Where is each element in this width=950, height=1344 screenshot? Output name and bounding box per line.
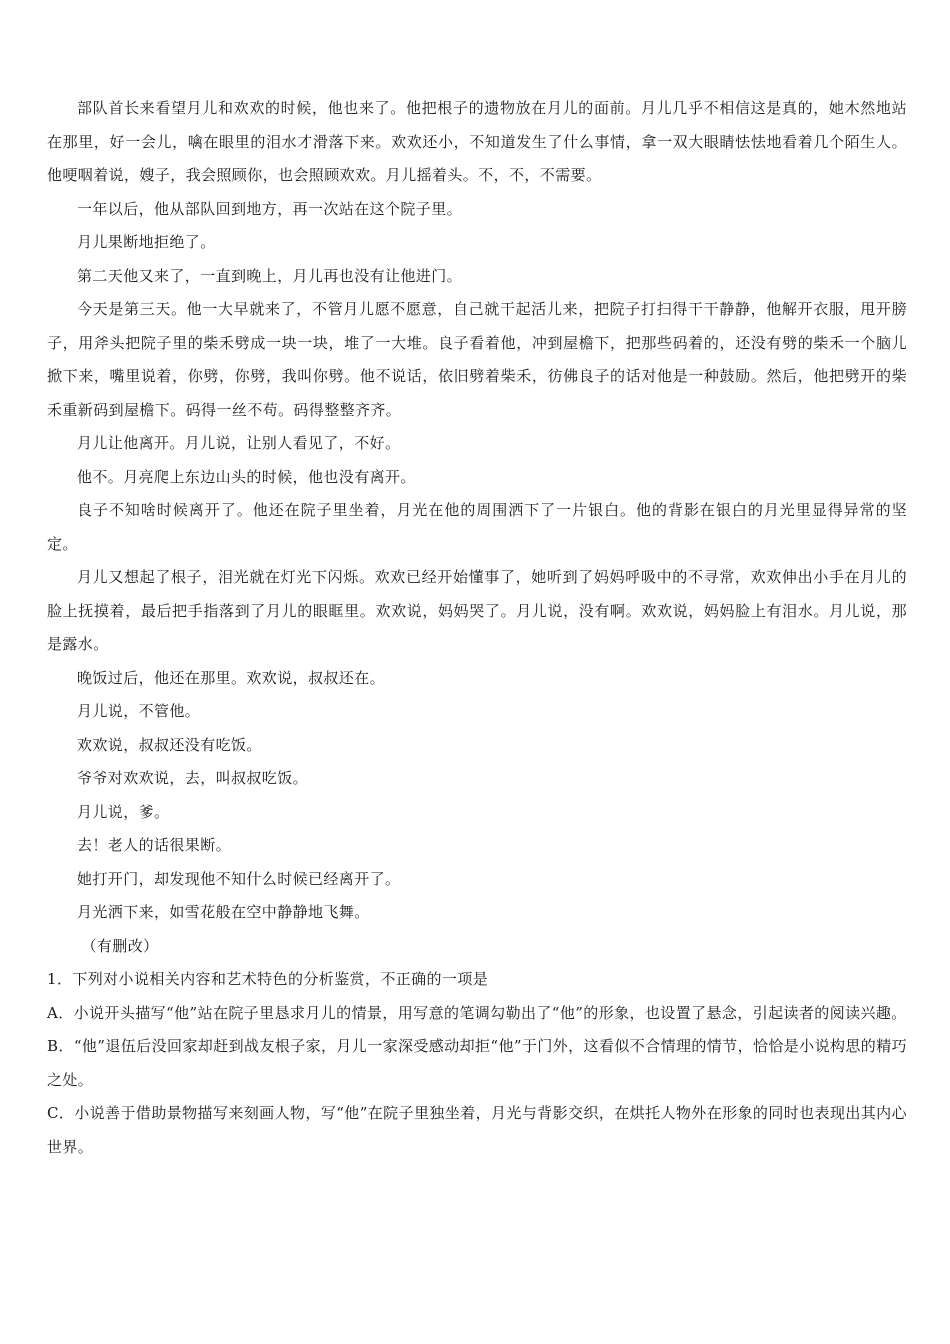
- option-a: A．小说开头描写“他”站在院子里恳求月儿的情景，用写意的笔调勾勒出了“他”的形象，也设置了悬念，引起读者的阅读兴趣。: [47, 1003, 907, 1022]
- story-paragraph: 月儿说，爹。: [77, 802, 170, 821]
- story-paragraph: 晚饭过后，他还在那里。欢欢说，叔叔还在。: [77, 668, 386, 687]
- story-paragraph: 月光洒下来，如雪花般在空中静静地飞舞。: [77, 903, 370, 921]
- story-paragraph: 去！老人的话很果断。: [77, 836, 232, 854]
- question-stem: 1．下列对小说相关内容和艺术特色的分析鉴赏，不正确的一项是: [47, 970, 489, 988]
- story-paragraph: 月儿果断地拒绝了。: [77, 233, 216, 251]
- option-c: C．小说善于借助景物描写来刻画人物，写“他”在院子里独坐着，月光与背影交织，在烘托人物外在形象的同时也表现出其内心世界。: [47, 1104, 907, 1156]
- story-paragraph: 欢欢说，叔叔还没有吃饭。: [77, 735, 262, 754]
- story-paragraph: 月儿说，不管他。: [77, 702, 201, 720]
- story-paragraph: 月儿让他离开。月儿说，让别人看见了，不好。: [77, 434, 401, 452]
- story-paragraph: 部队首长来看望月儿和欢欢的时候，他也来了。他把根子的遗物放在月儿的面前。月儿几乎不相信这是真的，她木然地站在那里，好一会儿，噙在眼里的泪水才滑落下来。欢欢还小，不知道发生了什么事情，拿一双大眼睛怯怯地看着几个陌生人。他哽咽着说，嫂子，我会照顾你，也会照顾欢欢。月儿摇着头。不，不，不需要。: [47, 99, 907, 184]
- revision-note: （有删改）: [81, 936, 159, 955]
- story-paragraph: 她打开门，却发现他不知什么时候已经离开了。: [77, 869, 401, 888]
- option-b: B．“他”退伍后没回家却赶到战友根子家，月儿一家深受感动却拒“他”于门外，这看似不合情理的情节，恰恰是小说构思的精巧之处。: [47, 1037, 907, 1089]
- story-paragraph: 爷爷对欢欢说，去，叫叔叔吃饭。: [77, 769, 309, 787]
- story-paragraph: 他不。月亮爬上东边山头的时候，他也没有离开。: [77, 467, 416, 486]
- story-paragraph: 良子不知啥时候离开了。他还在院子里坐着，月光在他的周围洒下了一片银白。他的背影在银白的月光里显得异常的坚定。: [47, 501, 907, 553]
- story-paragraph: 月儿又想起了根子，泪光就在灯光下闪烁。欢欢已经开始懂事了，她听到了妈妈呼吸中的不寻常，欢欢伸出小手在月儿的脸上抚摸着，最后把手指落到了月儿的眼眶里。欢欢说，妈妈哭了。月儿说，没有啊。欢欢说，妈妈脸上有泪水。月儿说，那是露水。: [47, 568, 907, 653]
- story-paragraph: 第二天他又来了，一直到晚上，月儿再也没有让他进门。: [77, 266, 463, 285]
- document-page: [47, 92, 907, 1164]
- story-paragraph: 今天是第三天。他一大早就来了，不管月儿愿不愿意，自己就干起活儿来，把院子打扫得干干静静，他解开衣服，甩开膀子，用斧头把院子里的柴禾劈成一块一块，堆了一大堆。良子看着他，冲到屋檐下，把那些码着的，还没有劈的柴禾一个脑儿掀下来，嘴里说着，你劈，你劈，我叫你劈。他不说话，依旧劈着柴禾，彷佛良子的话对他是一种鼓励。然后，他把劈开的柴禾重新码到屋檐下。码得一丝不苟。码得整整齐齐。: [47, 300, 907, 419]
- story-paragraph: 一年以后，他从部队回到地方，再一次站在这个院子里。: [77, 199, 463, 218]
